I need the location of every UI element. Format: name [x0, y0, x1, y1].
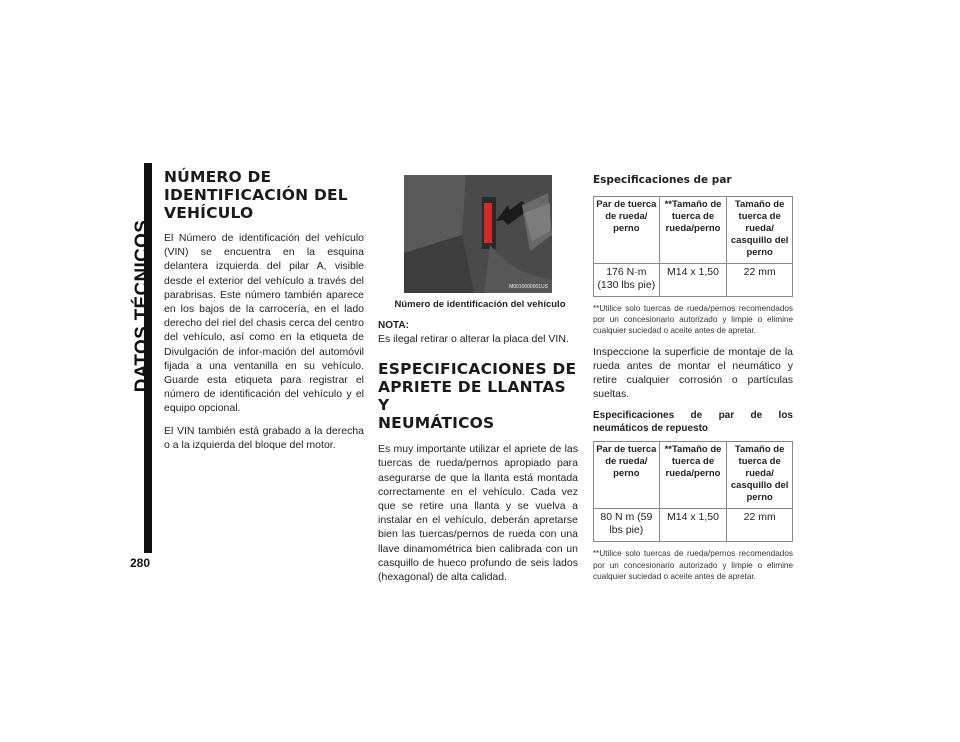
torque-spec-heading: Especificaciones de par: [593, 174, 732, 186]
table-cell: 176 N·m (130 lbs pie): [594, 264, 660, 297]
note-text: Es ilegal retirar o alterar la placa del VIN.: [378, 333, 569, 345]
table-header-cell: **Tamaño de tuerca de rueda/perno: [659, 442, 727, 509]
vin-paragraph-1: El Número de identificación del vehículo (VIN) se encuentra en la esquina delantera izquierda del pilar A, visible desde el exterior del vehículo a través del parabrisas. Este número también aparece en los bajos de la carrocería, en el lado derecho del riel del chasis cerca del centro del vehículo, así como en la etiqueta de Divulgación de infor-mación del automóvil fijada a una ventanilla en su vehículo. Guarde esta etiqueta para registrar el número de identificación del vehículo y el equipo opcional.: [164, 232, 364, 415]
side-tab-label: DATOS TÉCNICOS: [132, 219, 153, 393]
table-cell: 80 N m (59 lbs pie): [594, 509, 660, 542]
torque-spec-table: [593, 196, 793, 297]
table-header-cell: **Tamaño de tuerca de rueda/perno: [659, 197, 727, 264]
spare-spec-heading: Especificaciones de par de los neumáticos de repuesto: [593, 410, 793, 435]
spare-spec-table: [593, 441, 793, 542]
note-label: NOTA:: [378, 320, 409, 331]
table-cell: M14 x 1,50: [659, 509, 727, 542]
vin-location-figure: [404, 175, 552, 293]
figure-code: M0010000001US: [509, 284, 548, 290]
table-cell: 22 mm: [727, 509, 793, 542]
vin-section-title: NÚMERO DE IDENTIFICACIÓN DEL VEHÍCULO: [164, 168, 348, 222]
spare-footnote: **Utilice solo tuercas de rueda/pernos recomendados por un concesionario autorizado y limpie o elimine cualquier suciedad o aceite antes de apretar.: [593, 549, 793, 581]
page-number: 280: [130, 556, 151, 570]
torque-footnote: **Utilice solo tuercas de rueda/pernos recomendados por un concesionario autorizado y limpie o elimine cualquier suciedad o aceite antes de apretar.: [593, 304, 793, 336]
table-header-cell: Tamaño de tuerca de rueda/ casquillo del perno: [727, 442, 793, 509]
figure-caption: Número de identificación del vehículo: [394, 299, 566, 310]
torque-paragraph: Es muy importante utilizar el apriete de las tuercas de rueda/pernos apropiado para asegurarse de que la llanta está montada correctamente en el vehículo. Cada vez que se retire una llanta y se vuelva a instalar en el vehículo, deberán apretarse bien las tuercas/pernos de rueda con una llave dinamométrica bien calibrada con un casquillo de hueco profundo de seis lados (hexagonal) de alta calidad.: [378, 443, 578, 584]
table-cell: M14 x 1,50: [659, 264, 727, 297]
table-header-cell: Par de tuerca de rueda/ perno: [594, 197, 660, 264]
section-side-tab: [128, 163, 158, 553]
table-header-row: [594, 442, 793, 509]
torque-section-title: ESPECIFICACIONES DE APRIETE DE LLANTAS Y NEUMÁTICOS: [378, 360, 577, 433]
column-specs: [593, 174, 793, 582]
table-row: [594, 509, 793, 542]
table-header-cell: Par de tuerca de rueda/ perno: [594, 442, 660, 509]
vin-paragraph-2: El VIN también está grabado a la derecha o a la izquierda del bloque del motor.: [164, 424, 364, 451]
column-vin: [164, 168, 364, 452]
table-header-cell: Tamaño de tuerca de rueda/ casquillo del perno: [727, 197, 793, 264]
inspect-paragraph: Inspeccione la superficie de montaje de la rueda antes de montar el neumático y retire cualquier corrosión o partículas sueltas.: [593, 345, 793, 401]
vin-location-illustration: [404, 175, 552, 293]
table-header-row: [594, 197, 793, 264]
column-torque: [378, 175, 578, 584]
table-row: [594, 264, 793, 297]
table-cell: 22 mm: [727, 264, 793, 297]
